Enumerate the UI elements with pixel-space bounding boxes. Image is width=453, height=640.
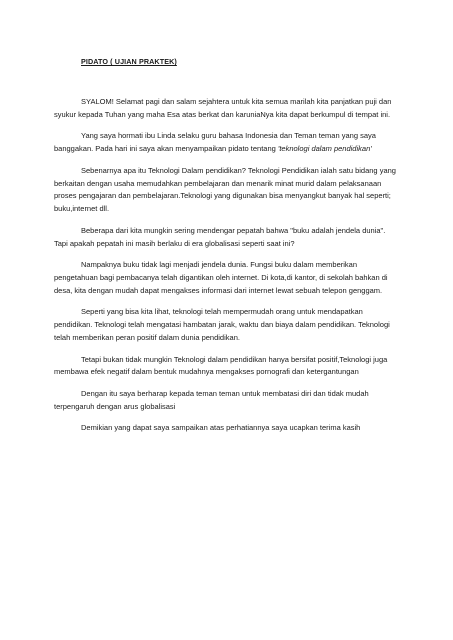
paragraph-text: Dengan itu saya berharap kepada teman teman untuk membatasi diri dan tidak mudah terpengaruh dengan arus globalisasi [54,388,369,411]
paragraph-greeting [54,96,400,122]
topic-italic-text: 'teknologi dalam pendidikan' [277,144,372,154]
paragraph-text: Seperti yang bisa kita lihat, teknologi telah mempermudah orang untuk mendapatkan pendidikan. Teknologi telah mengatasi hambatan jarak, waktu dan biaya dalam pendidikan. Teknologi telah memberikan peran positif dalam dunia pendidikan. [54,307,390,343]
paragraph-text: Tetapi bukan tidak mungkin Teknologi dalam pendidikan hanya bersifat positif,Teknologi juga membawa efek negatif dalam bentuk mudahnya mengakses pornografi dan ketergantungan [54,354,388,377]
paragraph-text: Demikian yang dapat saya sampaikan atas perhatiannya saya ucapkan terima kasih [81,423,361,433]
paragraph-text: Nampaknya buku tidak lagi menjadi jendela dunia. Fungsi buku dalam memberikan pengetahuan bagi pembacanya telah digantikan oleh internet. Di kota,di kantor, di sekolah bahkan di desa, kita dengan mudah dapat mengakses informasi dari internet lewat sebuah telepon genggam. [54,260,388,295]
paragraph-positive [54,306,400,345]
paragraph-proverb [54,225,400,251]
paragraph-text: Sebenarnya apa itu Teknologi Dalam pendidikan? Teknologi Pendidikan ialah satu bidang yang berkaitan dengan usaha memudahkan pembelajaran dan menarik minat murid dalam pelaksanaan proses pengajaran dan pembelajaran.Teknologi yang digunakan bisa menyangkut banyak hal seperti; buku,internet dll. [54,165,396,214]
paragraph-text: Beberapa dari kita mungkin sering mendengar pepatah bahwa "buku adalah jendela dunia". Tapi apakah pepatah ini masih berlaku di era globalisasi seperti saat ini? [54,225,386,248]
paragraph-text: SYALOM! Selamat pagi dan salam sejahtera untuk kita semua marilah kita panjatkan puji dan syukur kepada Tuhan yang maha Esa atas berkat dan karuniaNya kita dapat berkumpul di tempat ini. [54,97,392,119]
paragraph-internet [54,259,400,298]
paragraph-negative [54,354,400,380]
paragraph-text: Yang saya hormati ibu Linda selaku guru bahasa Indonesia dan Teman teman yang saya banggakan. Pada hari ini saya akan menyampaikan pidato tentang [54,131,376,154]
paragraph-hope [54,388,400,414]
document-title: PIDATO ( UJIAN PRAKTEK) [81,57,177,66]
paragraph-introduction [54,130,400,156]
paragraph-definition [54,165,400,217]
paragraph-closing [54,422,400,435]
document-body [54,57,400,444]
